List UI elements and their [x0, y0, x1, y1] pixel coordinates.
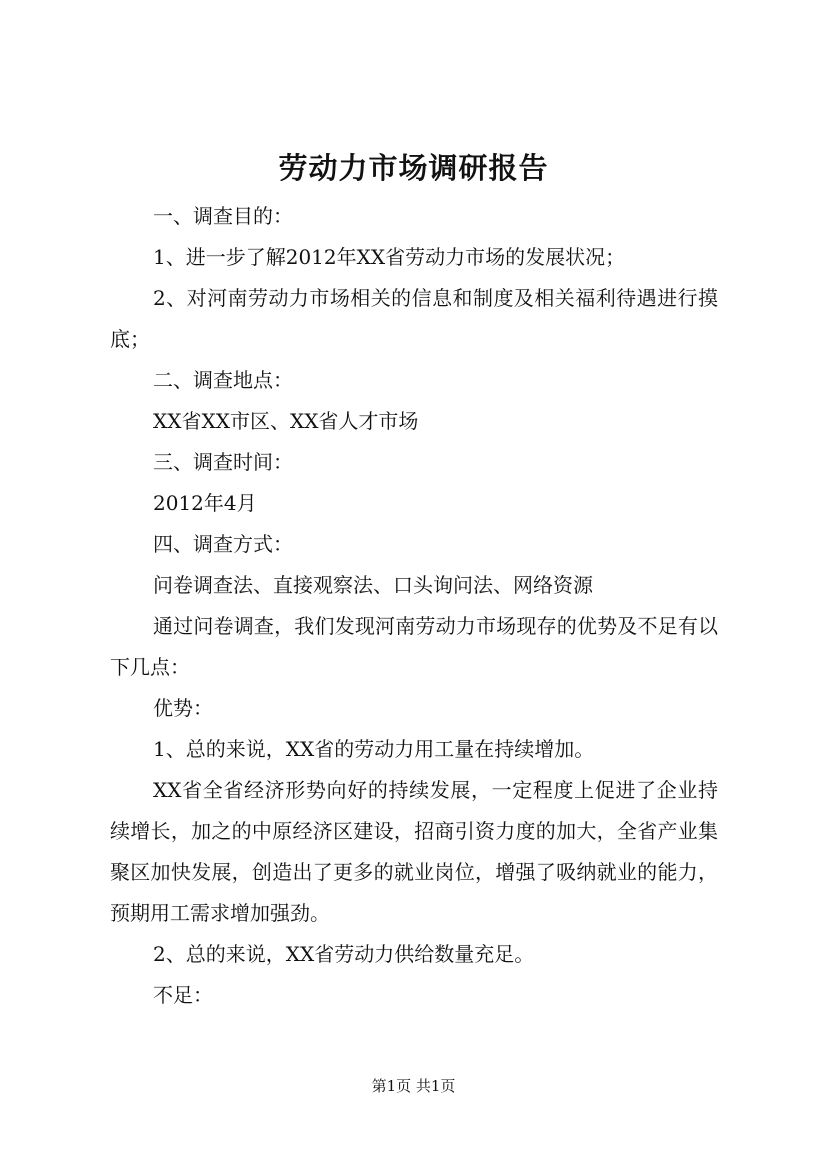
section-heading-purpose: 一、调查目的： — [153, 204, 293, 228]
purpose-item-2: 2、对河南劳动力市场相关的信息和制度及相关福利待遇进行摸底； — [110, 286, 718, 351]
time-text: 2012年4月 — [153, 491, 257, 515]
document-body — [110, 196, 718, 1016]
section-heading-time: 三、调查时间： — [153, 450, 293, 474]
section-heading-location: 二、调查地点： — [153, 368, 293, 392]
section-heading-method: 四、调查方式： — [153, 532, 293, 556]
advantages-heading: 优势： — [153, 696, 213, 720]
advantage-item-2: 2、总的来说，XX省劳动力供给数量充足。 — [153, 942, 535, 966]
method-text: 问卷调查法、直接观察法、口头询问法、网络资源 — [153, 573, 593, 597]
page-footer: 第1页 共1页 — [371, 1077, 456, 1095]
location-text: XX省XX市区、XX省人才市场 — [153, 409, 419, 433]
purpose-item-1: 1、进一步了解2012年XX省劳动力市场的发展状况； — [153, 245, 626, 269]
disadvantages-heading: 不足： — [153, 983, 213, 1007]
findings-intro: 通过问卷调查，我们发现河南劳动力市场现存的优势及不足有以下几点： — [110, 614, 718, 679]
advantage-item-1: 1、总的来说，XX省的劳动力用工量在持续增加。 — [153, 737, 595, 761]
advantage-item-1-detail: XX省全省经济形势向好的持续发展，一定程度上促进了企业持续增长，加之的中原经济区建设，招商引资力度的加大，全省产业集聚区加快发展，创造出了更多的就业岗位，增强了吸纳就业的能力，预期用工需求增加强劲。 — [110, 778, 718, 925]
document-title: 劳动力市场调研报告 — [278, 151, 549, 185]
